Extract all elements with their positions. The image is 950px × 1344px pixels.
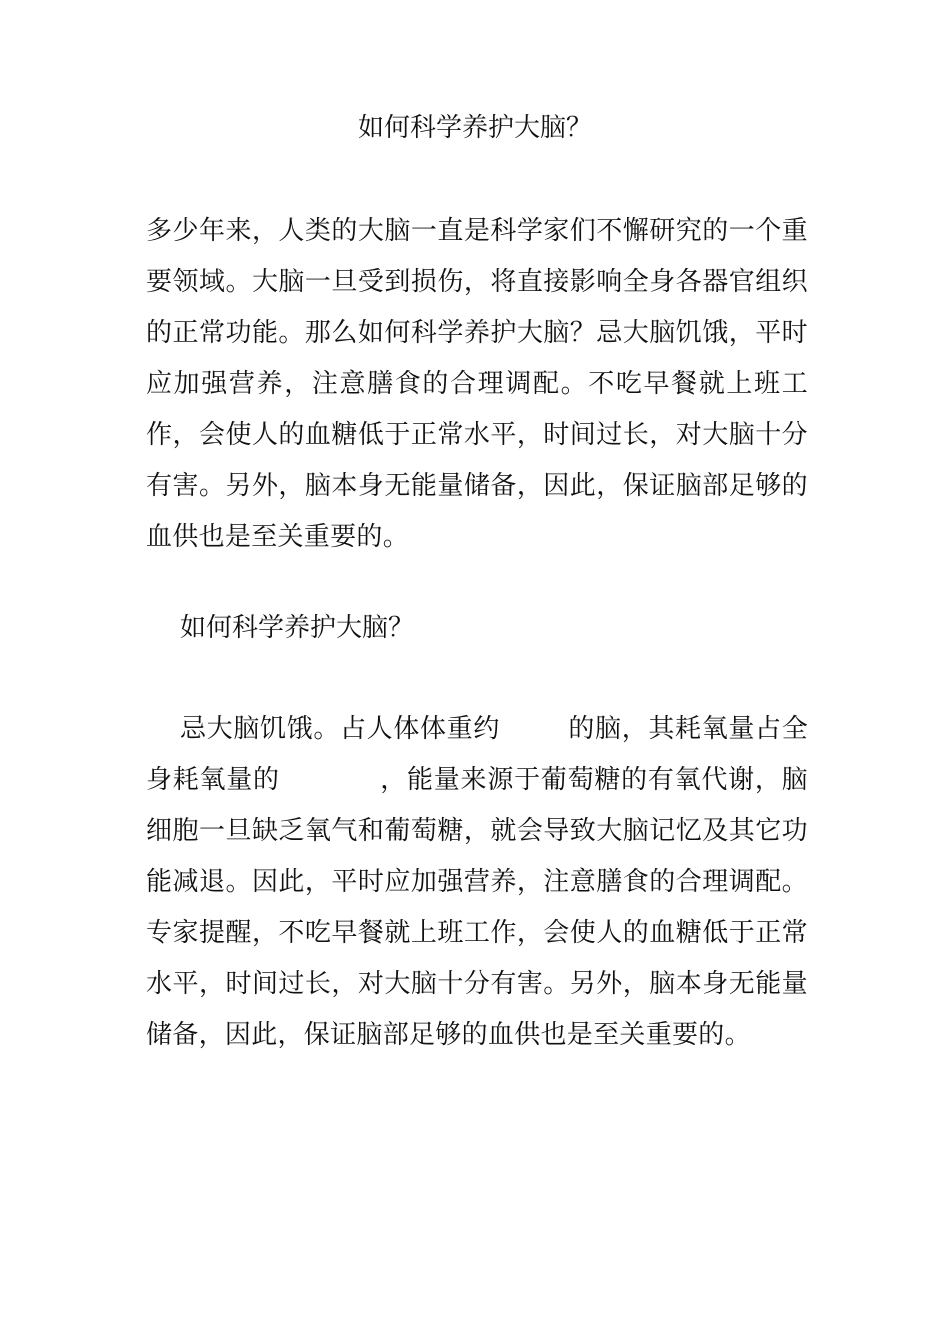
intro-paragraph: 多少年来，人类的大脑一直是科学家们不懈研究的一个重要领域。大脑一旦受到损伤，将直接影响全身各器官组织的正常功能。那么如何科学养护大脑？忌大脑饥饿，平时应加强营养，注意膳食的合理调配。不吃早餐就上班工作，会使人的血糖低于正常水平，时间过长，对大脑十分有害。另外，脑本身无能量储备，因此，保证脑部足够的血供也是至关重要的。: [146, 216, 808, 552]
section-heading: 如何科学养护大脑？: [180, 613, 415, 643]
body-paragraph-part-2: 的脑，其耗氧量占全身耗氧量的: [146, 714, 808, 795]
document-title: 如何科学养护大脑？: [357, 113, 592, 143]
body-paragraph: [146, 704, 808, 1061]
body-paragraph-part-1: 忌大脑饥饿。占人体体重约: [180, 714, 500, 744]
body-paragraph-part-3: ，能量来源于葡萄糖的有氧代谢，脑细胞一旦缺乏氧气和葡萄糖，就会导致大脑记忆及其它功能减退。因此，平时应加强营养，注意膳食的合理调配。专家提醒，不吃早餐就上班工作，会使人的血糖低于正常水平，时间过长，对大脑十分有害。另外，脑本身无能量储备，因此，保证脑部足够的血供也是至关重要的。: [146, 765, 808, 1050]
